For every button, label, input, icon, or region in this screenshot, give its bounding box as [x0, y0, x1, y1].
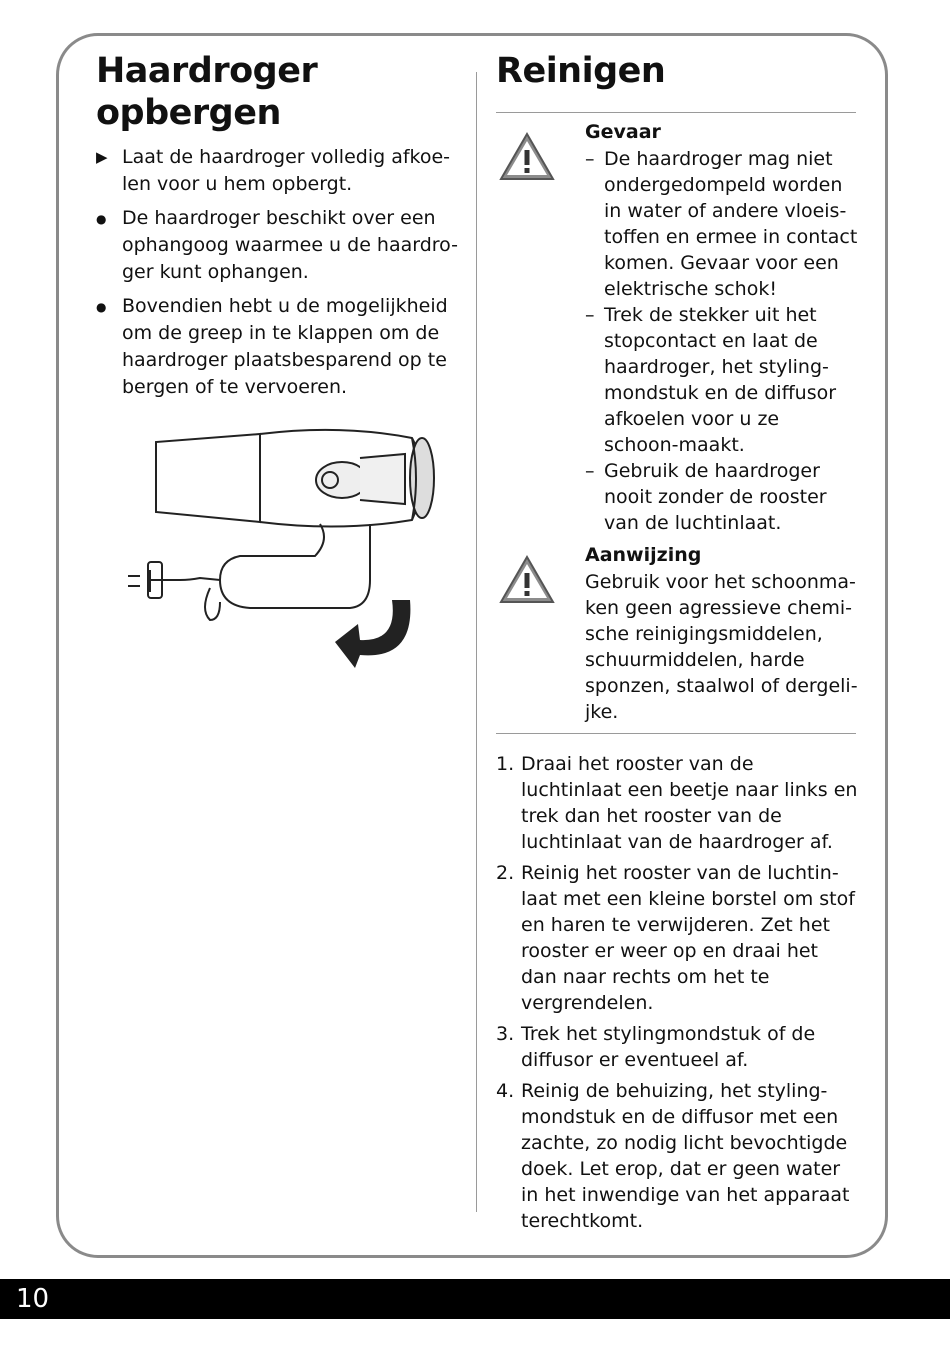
danger-item-text: De haardroger mag niet ondergedompeld worden in water of andere vloeis-toffen en ermee in contact komen. Gevaar voor een elektrische schok!: [604, 148, 858, 300]
step-item: [496, 1078, 858, 1234]
list-item: [96, 205, 461, 286]
step-item: [496, 860, 858, 1016]
step-text: Reinig de behuizing, het styling-mondstuk en de diffusor met een zachte, zo nodig licht bevochtigde doek. Let erop, dat er geen water in het inwendige van het apparaat terechtkomt.: [521, 1080, 850, 1232]
bullet-icon: ●: [96, 300, 107, 314]
danger-notice: [496, 119, 858, 536]
section-title-opbergen: [96, 50, 461, 134]
bullet-icon: ●: [96, 212, 107, 226]
list-item-text: Bovendien hebt u de mogelijkheid om de greep in te klappen om de haardroger plaatsbesparend op te bergen of te vervoeren.: [122, 295, 448, 398]
left-column: [96, 50, 461, 408]
step-number: 4.: [496, 1080, 515, 1102]
hint-text: Gebruik voor het schoonma-ken geen agressieve chemi-sche reinigingsmiddelen, schuurmiddelen, harde sponzen, staalwol of dergeli-jke.: [585, 571, 858, 723]
list-item: [96, 144, 461, 198]
list-item-text: De haardroger beschikt over een ophangoog waarmee u de haardro-ger kunt ophangen.: [122, 207, 459, 283]
danger-item-text: Trek de stekker uit het stopcontact en laat de haardroger, het styling-mondstuk en de diffusor afkoelen voor u ze schoon-maakt.: [604, 304, 837, 456]
section-title-reinigen: Reinigen: [496, 51, 666, 91]
step-item: [496, 751, 858, 855]
list-item-text: Laat de haardroger volledig afkoe-len voor u hem opbergt.: [122, 146, 451, 195]
step-text: Reinig het rooster van de luchtin-laat met een kleine borstel om stof en haren te verwijderen. Zet het rooster er weer op en draai het dan naar rechts om het te vergrendelen.: [521, 862, 855, 1014]
dash-marker: –: [585, 148, 595, 170]
danger-item: [585, 146, 858, 302]
title-line-1: Haardroger: [96, 51, 318, 91]
curved-arrow-icon: [335, 600, 410, 668]
warning-triangle-icon: [498, 554, 556, 606]
page-footer: [0, 1279, 950, 1319]
divider: [496, 112, 856, 113]
step-item: [496, 1021, 858, 1073]
danger-item: [585, 458, 858, 536]
hint-notice: [496, 542, 858, 725]
cleaning-steps: [496, 751, 858, 1234]
danger-item-text: Gebruik de haardroger nooit zonder de rooster van de luchtinlaat.: [604, 460, 827, 534]
warning-triangle-icon: [498, 131, 556, 183]
step-text: Trek het stylingmondstuk of de diffusor er eventueel af.: [521, 1023, 816, 1071]
divider: [496, 733, 856, 734]
dash-marker: –: [585, 304, 595, 326]
column-divider: [476, 72, 477, 1212]
storage-list: [96, 144, 461, 401]
danger-title: Gevaar: [585, 121, 661, 143]
title-line-2: opbergen: [96, 93, 281, 133]
step-number: 1.: [496, 753, 515, 775]
danger-item: [585, 302, 858, 458]
step-text: Draai het rooster van de luchtinlaat een beetje naar links en trek dan het rooster van de luchtinlaat van de haardroger af.: [521, 753, 858, 853]
hair-dryer-illustration: [120, 420, 440, 680]
step-number: 3.: [496, 1023, 515, 1045]
page-number: 10: [16, 1284, 50, 1314]
arrow-marker-icon: ▶: [96, 148, 108, 166]
step-number: 2.: [496, 862, 515, 884]
list-item: [96, 293, 461, 401]
right-column: [496, 50, 858, 1239]
dash-marker: –: [585, 460, 595, 482]
hint-title: Aanwijzing: [585, 544, 702, 566]
